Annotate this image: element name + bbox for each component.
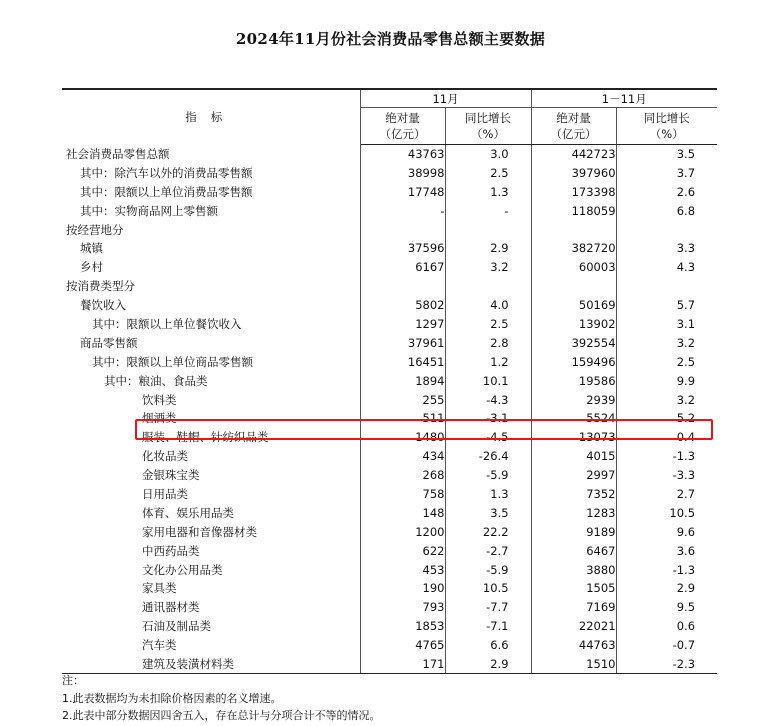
row-label: 其中：限额以上单位商品零售额	[62, 352, 360, 371]
ytd-abs-value: 173398	[531, 182, 616, 201]
table-row	[62, 258, 717, 277]
ytd-abs-value: 397960	[531, 163, 616, 182]
month-abs-value: 37961	[360, 333, 445, 352]
table-row	[62, 390, 717, 409]
row-label: 烟酒类	[62, 409, 360, 428]
ytd-abs-value: 2939	[531, 390, 616, 409]
table-row	[62, 485, 717, 504]
ytd-growth-value: -2.3	[616, 655, 717, 674]
ytd-growth-value: -1.3	[672, 449, 696, 464]
ytd-growth-value: 5.7	[676, 298, 696, 313]
ytd-abs-value: 13902	[531, 315, 616, 334]
month-growth-value: 2.8	[445, 333, 531, 352]
note-2: 2.此表中部分数据因四舍五入，存在总计与分项合计不等的情况。	[62, 709, 381, 722]
month-abs-value: 1480	[360, 428, 445, 447]
ytd-abs-value: 1510	[531, 655, 616, 674]
ytd-abs-value: 4015	[531, 447, 616, 466]
row-label: 商品零售额	[62, 333, 360, 352]
month-growth-header: 同比增长 （%）	[445, 108, 531, 145]
table-row	[62, 522, 717, 541]
row-label: 石油及制品类	[62, 617, 360, 636]
month-abs-value: 190	[360, 579, 445, 598]
ytd-growth-value: 3.3	[676, 241, 696, 256]
month-abs-value: 434	[360, 447, 445, 466]
month-abs-value: 1894	[360, 371, 445, 390]
row-label: 建筑及装潢材料类	[62, 655, 360, 674]
table-body	[62, 145, 717, 674]
table-row	[62, 541, 717, 560]
row-label: 社会消费品零售总额	[62, 145, 360, 164]
month-growth-value: 2.5	[445, 163, 531, 182]
ytd-growth-value: 3.1	[676, 316, 696, 331]
ytd-growth-value: 2.7	[676, 486, 696, 501]
month-abs-value	[360, 220, 445, 239]
ytd-abs-value: 60003	[531, 258, 616, 277]
ytd-abs-value	[531, 220, 616, 239]
ytd-growth-value: 0.4	[676, 430, 696, 445]
footnotes	[62, 672, 381, 725]
month-growth-value	[445, 220, 531, 239]
month-growth-value: 3.0	[445, 145, 531, 164]
month-abs-value: 5802	[360, 296, 445, 315]
row-label: 中西药品类	[62, 541, 360, 560]
table-row	[62, 296, 717, 315]
table-row	[62, 239, 717, 258]
ytd-abs-value: 22021	[531, 617, 616, 636]
month-growth-value: 4.0	[445, 296, 531, 315]
month-growth-value: 2.9	[445, 239, 531, 258]
ytd-growth-value: 3.7	[676, 165, 696, 180]
table-row	[62, 579, 717, 598]
row-label: 城镇	[62, 239, 360, 258]
month-abs-value: 148	[360, 503, 445, 522]
month-growth-value: 3.5	[445, 503, 531, 522]
row-label: 按消费类型分	[62, 277, 360, 296]
ytd-abs-value: 1505	[531, 579, 616, 598]
month-growth-value: 6.6	[445, 636, 531, 655]
ytd-abs-value: 442723	[531, 145, 616, 164]
page-title: 2024年11月份社会消费品零售总额主要数据	[235, 30, 546, 48]
ytd-growth-value: 3.5	[676, 147, 696, 162]
table-row	[62, 503, 717, 522]
month-growth-value	[445, 277, 531, 296]
row-label: 汽车类	[62, 636, 360, 655]
month-growth-value: -5.9	[445, 466, 531, 485]
month-abs-value: 255	[360, 390, 445, 409]
row-label: 其中：实物商品网上零售额	[62, 201, 360, 220]
month-growth-value: -4.5	[445, 428, 531, 447]
row-label: 服装、鞋帽、针纺织品类	[62, 428, 360, 447]
month-abs-value: 171	[360, 655, 445, 674]
indicator-header: 指标	[62, 89, 360, 145]
table-row	[62, 182, 717, 201]
row-label: 家用电器和音像器材类	[62, 522, 360, 541]
row-label: 通讯器材类	[62, 598, 360, 617]
row-label: 文化办公用品类	[62, 560, 360, 579]
month-abs-value: 453	[360, 560, 445, 579]
ytd-growth-value: 10.5	[669, 505, 696, 520]
table-row	[62, 277, 717, 296]
ytd-abs-value: 7169	[531, 598, 616, 617]
month-abs-value: 758	[360, 485, 445, 504]
ytd-abs-value	[531, 277, 616, 296]
table-row	[62, 371, 717, 390]
month-abs-value: 6167	[360, 258, 445, 277]
row-label: 家具类	[62, 579, 360, 598]
ytd-growth-value: 2.5	[676, 354, 696, 369]
table-row	[62, 598, 717, 617]
ytd-growth-header: 同比增长 （%）	[616, 108, 717, 145]
month-abs-value: 511	[360, 409, 445, 428]
ytd-growth-value	[616, 277, 717, 296]
month-growth-value: 10.5	[445, 579, 531, 598]
month-abs-header: 绝对量 （亿元）	[360, 108, 445, 145]
month-growth-value: -7.7	[445, 598, 531, 617]
month-growth-value: 1.3	[445, 485, 531, 504]
row-label: 化妆品类	[62, 447, 360, 466]
row-label: 其中：限额以上单位消费品零售额	[62, 182, 360, 201]
table-row	[62, 560, 717, 579]
ytd-growth-value: 2.9	[676, 581, 696, 596]
table-row	[62, 220, 717, 239]
ytd-growth-value: -0.7	[672, 638, 696, 653]
row-label: 乡村	[62, 258, 360, 277]
table-row	[62, 636, 717, 655]
retail-sales-table	[62, 88, 717, 674]
month-abs-value: -	[360, 201, 445, 220]
table-row	[62, 655, 717, 674]
month-growth-value: 2.9	[445, 655, 531, 674]
month-abs-value	[360, 277, 445, 296]
month-growth-value: -7.1	[445, 617, 531, 636]
notes-heading: 注：	[62, 674, 84, 687]
month-growth-value: -26.4	[445, 447, 531, 466]
table-row	[62, 617, 717, 636]
ytd-growth-value: 2.6	[676, 184, 696, 199]
table-row	[62, 201, 717, 220]
ytd-growth-value: 5.2	[676, 411, 696, 426]
month-abs-value: 1853	[360, 617, 445, 636]
row-label: 餐饮收入	[62, 296, 360, 315]
table-row	[62, 447, 717, 466]
ytd-abs-value: 3880	[531, 560, 616, 579]
month-abs-value: 268	[360, 466, 445, 485]
ytd-abs-value: 392554	[531, 333, 616, 352]
ytd-abs-value: 382720	[531, 239, 616, 258]
month-abs-value: 1297	[360, 315, 445, 334]
month-abs-value: 4765	[360, 636, 445, 655]
ytd-growth-value: 9.9	[676, 373, 696, 388]
ytd-abs-value: 13073	[531, 428, 616, 447]
ytd-growth-value: 3.6	[676, 543, 696, 558]
highlight-box	[135, 419, 713, 440]
ytd-abs-value: 44763	[531, 636, 616, 655]
ytd-growth-value: -1.3	[672, 562, 696, 577]
ytd-abs-value: 5524	[531, 409, 616, 428]
table-row	[62, 352, 717, 371]
ytd-abs-value: 1283	[531, 503, 616, 522]
month-growth-value: 10.1	[445, 371, 531, 390]
ytd-abs-value: 19586	[531, 371, 616, 390]
row-label: 体育、娱乐用品类	[62, 503, 360, 522]
month-abs-value: 16451	[360, 352, 445, 371]
ytd-abs-value: 50169	[531, 296, 616, 315]
month-growth-value: 2.5	[445, 315, 531, 334]
ytd-growth-value: -3.3	[672, 468, 696, 483]
row-label: 其中：限额以上单位餐饮收入	[62, 315, 360, 334]
ytd-abs-value: 9189	[531, 522, 616, 541]
ytd-group-header: 1－11月	[531, 89, 717, 108]
ytd-abs-value: 2997	[531, 466, 616, 485]
month-abs-value: 793	[360, 598, 445, 617]
month-group-header: 11月	[360, 89, 531, 108]
row-label: 金银珠宝类	[62, 466, 360, 485]
row-label: 饮料类	[62, 390, 360, 409]
table-row	[62, 315, 717, 334]
ytd-growth-value: 0.6	[676, 619, 696, 634]
ytd-abs-header: 绝对量 （亿元）	[531, 108, 616, 145]
ytd-growth-value: 3.2	[676, 335, 696, 350]
month-growth-value: 22.2	[445, 522, 531, 541]
table-header	[62, 89, 717, 145]
ytd-abs-value: 6467	[531, 541, 616, 560]
month-abs-value: 17748	[360, 182, 445, 201]
row-label: 其中：除汽车以外的消费品零售额	[62, 163, 360, 182]
month-growth-value: -4.3	[445, 390, 531, 409]
ytd-growth-value: 9.6	[676, 524, 696, 539]
ytd-abs-value: 7352	[531, 485, 616, 504]
ytd-abs-value: 159496	[531, 352, 616, 371]
ytd-abs-value: 118059	[531, 201, 616, 220]
row-label: 日用品类	[62, 485, 360, 504]
ytd-growth-value: 4.3	[676, 260, 696, 275]
ytd-growth-value: 9.5	[676, 600, 696, 615]
month-abs-value: 38998	[360, 163, 445, 182]
month-abs-value: 37596	[360, 239, 445, 258]
month-abs-value: 43763	[360, 145, 445, 164]
ytd-growth-value	[616, 220, 717, 239]
ytd-growth-value: 6.8	[676, 203, 696, 218]
table-row	[62, 333, 717, 352]
month-growth-value: -2.7	[445, 541, 531, 560]
note-1: 1.此表数据均为未扣除价格因素的名义增速。	[62, 691, 282, 705]
month-growth-value: -3.1	[445, 409, 531, 428]
month-growth-value: 1.3	[445, 182, 531, 201]
month-abs-value: 1200	[360, 522, 445, 541]
row-label: 按经营地分	[62, 220, 360, 239]
ytd-growth-value: 3.2	[676, 392, 696, 407]
month-growth-value: 1.2	[445, 352, 531, 371]
month-abs-value: 622	[360, 541, 445, 560]
month-growth-value: 3.2	[445, 258, 531, 277]
table-row	[62, 466, 717, 485]
table-row	[62, 145, 717, 164]
month-growth-value: -	[445, 201, 531, 220]
table-row	[62, 163, 717, 182]
row-label: 其中：粮油、食品类	[62, 371, 360, 390]
month-growth-value: -5.9	[445, 560, 531, 579]
